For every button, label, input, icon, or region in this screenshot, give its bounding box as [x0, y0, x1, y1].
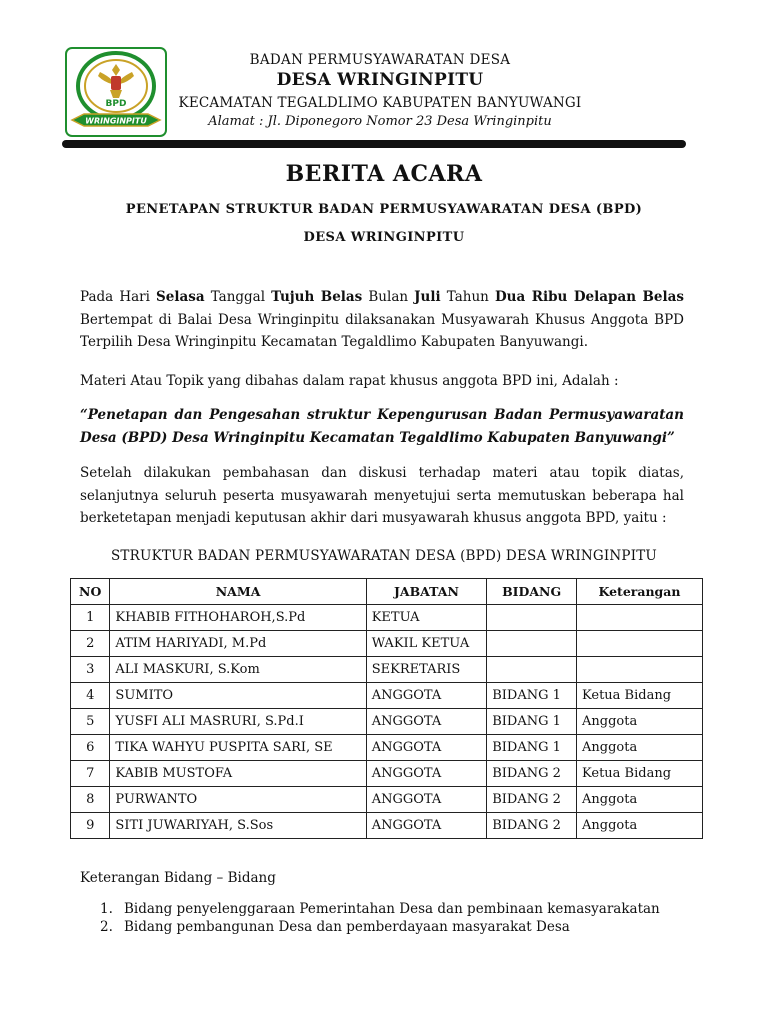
cell-keterangan: Anggota — [577, 813, 703, 839]
bpd-logo — [64, 46, 168, 138]
topic-intro: Materi Atau Topik yang dibahas dalam rapat khusus anggota BPD ini, Adalah : — [80, 373, 619, 389]
cell-bidang: BIDANG 1 — [487, 735, 577, 761]
opening-paragraph: Pada Hari Selasa Tanggal Tujuh Belas Bulan Juli Tahun Dua Ribu Delapan Belas Bertempat di Balai Desa Wringinpitu dilaksanakan Musyawarah Khusus Anggota BPD Terpilih Desa Wringinpitu Kecamatan Tegaldlimo Kabupaten Banyuwangi. — [80, 289, 684, 350]
cell-no: 5 — [71, 709, 110, 735]
header-address: Alamat : Jl. Diponegoro Nomor 23 Desa Wringinpitu — [208, 114, 552, 129]
cell-bidang: BIDANG 2 — [487, 813, 577, 839]
cell-bidang: BIDANG 1 — [487, 709, 577, 735]
header-no: NO — [71, 579, 110, 605]
cell-no: 9 — [71, 813, 110, 839]
cell-no: 4 — [71, 683, 110, 709]
list-item: 2. Bidang pembangunan Desa dan pemberdayaan masyarakat Desa — [100, 919, 570, 935]
list-item: 1. Bidang penyelenggaraan Pemerintahan Desa dan pembinaan kemasyarakatan — [100, 901, 660, 917]
cell-jabatan: ANGGOTA — [366, 787, 486, 813]
cell-no: 6 — [71, 735, 110, 761]
header-village-name: DESA WRINGINPITU — [276, 70, 484, 90]
cell-nama: SUMITO — [110, 683, 366, 709]
keterangan-list — [100, 900, 660, 936]
header-org-name: BADAN PERMUSYAWARATAN DESA — [249, 52, 511, 68]
cell-nama: SITI JUWARIYAH, S.Sos — [110, 813, 366, 839]
cell-keterangan: Anggota — [577, 709, 703, 735]
cell-nama: KHABIB FITHOHAROH,S.Pd — [110, 605, 366, 631]
cell-keterangan — [577, 605, 703, 631]
cell-jabatan: ANGGOTA — [366, 761, 486, 787]
cell-nama: PURWANTO — [110, 787, 366, 813]
cell-nama: TIKA WAHYU PUSPITA SARI, SE — [110, 735, 366, 761]
cell-jabatan: ANGGOTA — [366, 813, 486, 839]
cell-keterangan — [577, 631, 703, 657]
header-nama: NAMA — [110, 579, 366, 605]
cell-jabatan: KETUA — [366, 605, 486, 631]
cell-jabatan: ANGGOTA — [366, 735, 486, 761]
cell-bidang: BIDANG 2 — [487, 761, 577, 787]
table-row — [71, 683, 703, 709]
cell-no: 1 — [71, 605, 110, 631]
cell-nama: YUSFI ALI MASRURI, S.Pd.I — [110, 709, 366, 735]
cell-nama: ATIM HARIYADI, M.Pd — [110, 631, 366, 657]
cell-no: 7 — [71, 761, 110, 787]
table-header-row — [71, 579, 703, 605]
cell-keterangan: Anggota — [577, 787, 703, 813]
cell-bidang: BIDANG 1 — [487, 683, 577, 709]
document-subtitle: PENETAPAN STRUKTUR BADAN PERMUSYAWARATAN DESA (BPD) — [125, 202, 643, 217]
cell-jabatan: ANGGOTA — [366, 709, 486, 735]
cell-jabatan: ANGGOTA — [366, 683, 486, 709]
header-bidang: BIDANG — [487, 579, 577, 605]
document-title: BERITA ACARA — [285, 161, 483, 187]
cell-keterangan: Ketua Bidang — [577, 761, 703, 787]
cell-no: 3 — [71, 657, 110, 683]
header-jabatan: JABATAN — [366, 579, 486, 605]
cell-nama: KABIB MUSTOFA — [110, 761, 366, 787]
cell-no: 2 — [71, 631, 110, 657]
cell-bidang — [487, 657, 577, 683]
table-row — [71, 605, 703, 631]
table-row — [71, 761, 703, 787]
table-row — [71, 735, 703, 761]
cell-nama: ALI MASKURI, S.Kom — [110, 657, 366, 683]
cell-bidang — [487, 605, 577, 631]
svg-text:BPD: BPD — [105, 99, 127, 109]
table-row — [71, 631, 703, 657]
table-title: STRUKTUR BADAN PERMUSYAWARATAN DESA (BPD) DESA WRINGINPITU — [110, 548, 658, 564]
keterangan-title: Keterangan Bidang – Bidang — [80, 870, 276, 886]
header-keterangan: Keterangan — [577, 579, 703, 605]
cell-keterangan: Anggota — [577, 735, 703, 761]
cell-no: 8 — [71, 787, 110, 813]
table-row — [71, 787, 703, 813]
table-row — [71, 657, 703, 683]
cell-jabatan: SEKRETARIS — [366, 657, 486, 683]
cell-bidang — [487, 631, 577, 657]
cell-keterangan: Ketua Bidang — [577, 683, 703, 709]
document-subtitle-village: DESA WRINGINPITU — [303, 230, 465, 245]
cell-bidang: BIDANG 2 — [487, 787, 577, 813]
cell-jabatan: WAKIL KETUA — [366, 631, 486, 657]
table-row — [71, 813, 703, 839]
decision-paragraph: Setelah dilakukan pembahasan dan diskusi terhadap materi atau topik diatas, selanjutnya seluruh peserta musyawarah menyetujui serta memutuskan beberapa hal berketetapan menjadi keputusan akhir dari musyawarah khusus anggota BPD, yaitu : — [80, 465, 684, 526]
header-divider — [62, 140, 686, 148]
topic-statement: “Penetapan dan Pengesahan struktur Kepengurusan Badan Permusyawaratan Desa (BPD) Desa Wringinpitu Kecamatan Tegaldlimo Kabupaten Banyuwangi” — [80, 407, 684, 446]
header-district: KECAMATAN TEGALDLIMO KABUPATEN BANYUWANGI — [178, 95, 582, 111]
structure-table — [70, 578, 703, 839]
table-row — [71, 709, 703, 735]
svg-text:WRINGINPITU: WRINGINPITU — [85, 116, 147, 126]
cell-keterangan — [577, 657, 703, 683]
